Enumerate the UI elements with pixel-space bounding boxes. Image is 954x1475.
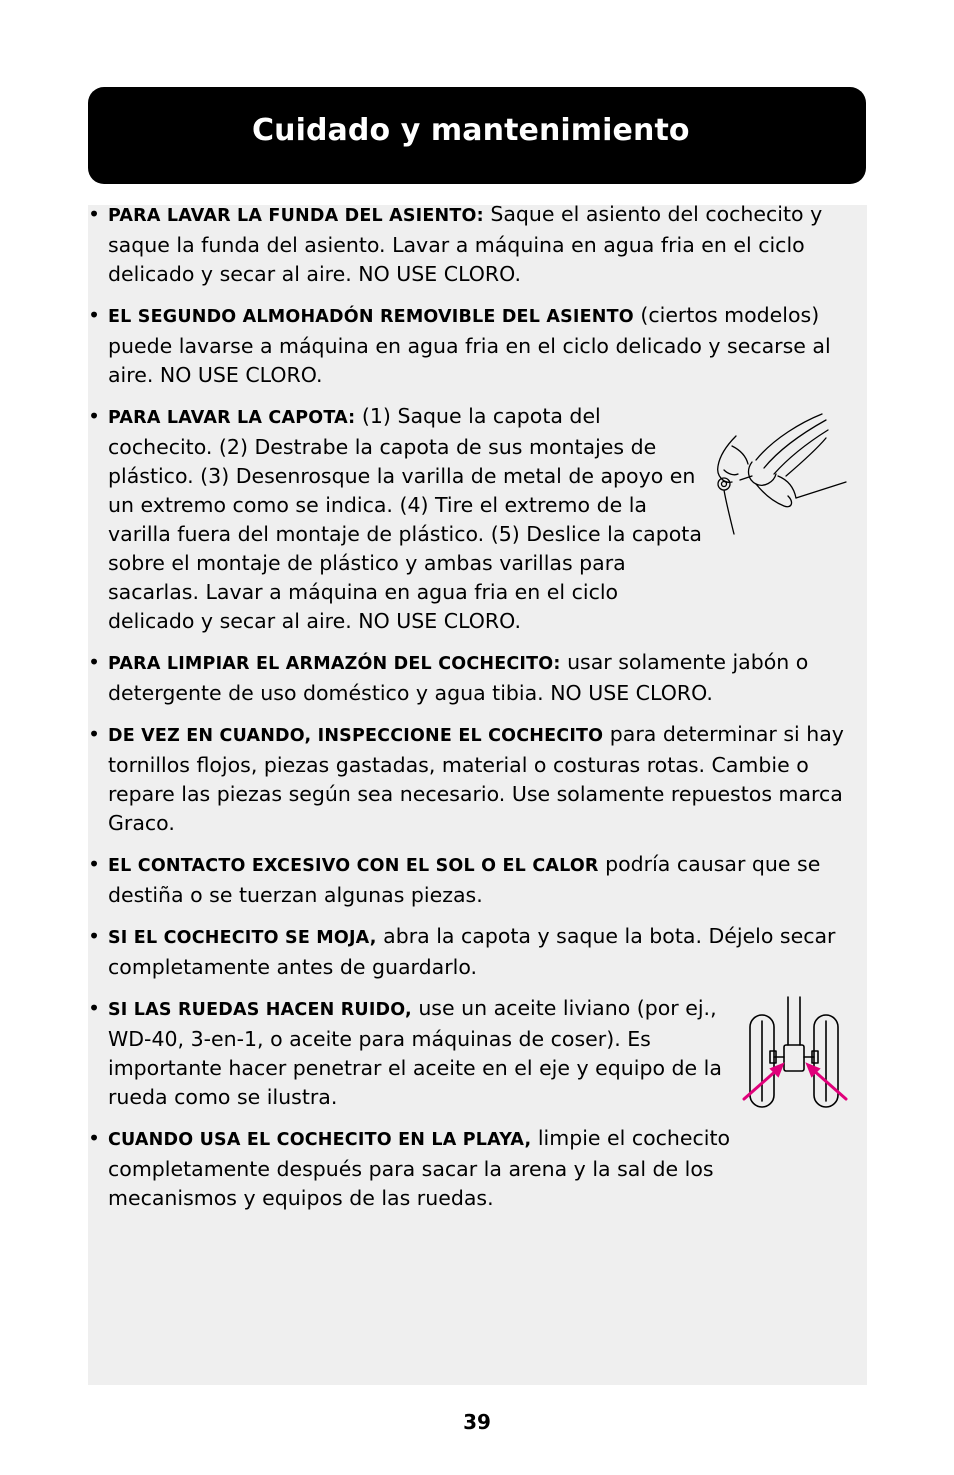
bullet: •	[88, 303, 101, 327]
page-number: 39	[463, 1410, 491, 1434]
bullet: •	[88, 996, 101, 1020]
bullet: •	[88, 650, 101, 674]
list-item	[88, 301, 864, 390]
item-lead: PARA LAVAR LA CAPOTA:	[108, 408, 356, 428]
item-text: use un aceite liviano (por ej., WD-40, 3-en-1, o aceite para máquinas de coser). Es importante hacer penetrar el aceite en el eje y equipo de la rueda como se ilustra.	[108, 996, 722, 1109]
item-text: abra la capota y saque la bota. Déjelo secar completamente antes de guardarlo.	[108, 924, 836, 979]
item-lead: DE VEZ EN CUANDO, INSPECCIONE EL COCHECITO	[108, 726, 604, 746]
item-lead: SI EL COCHECITO SE MOJA,	[108, 928, 377, 948]
list-item	[88, 648, 864, 708]
item-text: podría causar que se destiña o se tuerzan algunas piezas.	[108, 852, 821, 907]
item-lead: EL SEGUNDO ALMOHADÓN REMOVIBLE DEL ASIENTO	[108, 307, 634, 327]
item-lead: PARA LAVAR LA FUNDA DEL ASIENTO:	[108, 206, 484, 226]
hands-unscrewing-rod-icon	[712, 410, 852, 545]
item-text: (1) Saque la capota del cochecito. (2) Destrabe la capota de sus montajes de plástico. (3) Desenrosque la varilla de metal de apoyo en un extremo como se indica. (4) Tire el extremo de la varilla fuera del montaje de plástico. (5) Deslice la capota sobre el montaje de plástico y ambas varillas para sacarlas. Lavar a máquina en agua fria en el ciclo delicado y secar al aire. NO USE CLORO.	[108, 404, 702, 633]
item-text: Saque el asiento del cochecito y saque la funda del asiento. Lavar a máquina en agua fria en el ciclo delicado y secar al aire. NO USE CLORO.	[108, 202, 823, 286]
bullet: •	[88, 202, 101, 226]
list-item	[88, 1124, 734, 1213]
list-item	[88, 994, 734, 1112]
list-item	[88, 922, 864, 982]
bullet: •	[88, 722, 101, 746]
section-header	[88, 87, 866, 184]
bullet: •	[88, 404, 101, 428]
bullet: •	[88, 924, 101, 948]
item-lead: EL CONTACTO EXCESIVO CON EL SOL O EL CALOR	[108, 856, 599, 876]
bullet: •	[88, 852, 101, 876]
item-lead: CUANDO USA EL COCHECITO EN LA PLAYA,	[108, 1130, 532, 1150]
list-item	[88, 200, 864, 289]
item-lead: PARA LIMPIAR EL ARMAZÓN DEL COCHECITO:	[108, 654, 561, 674]
bullet: •	[88, 1126, 101, 1150]
list-item	[88, 850, 864, 910]
item-text: (ciertos modelos) puede lavarse a máquina en agua fria en el ciclo delicado y secarse al aire. NO USE CLORO.	[108, 303, 831, 387]
list-item	[88, 402, 708, 636]
item-text: para determinar si hay tornillos flojos, piezas gastadas, material o costuras rotas. Cambie o repare las piezas según sea necesario. Use solamente repuestos marca Graco.	[108, 722, 844, 835]
item-text: limpie el cochecito completamente después para sacar la arena y la sal de los mecanismos y equipos de las ruedas.	[108, 1126, 731, 1210]
item-text: usar solamente jabón o detergente de uso doméstico y agua tibia. NO USE CLORO.	[108, 650, 809, 705]
list-item	[88, 720, 864, 838]
item-lead: SI LAS RUEDAS HACEN RUIDO,	[108, 1000, 412, 1020]
page-title: Cuidado y mantenimiento	[252, 113, 690, 148]
wheel-axle-oil-icon	[742, 995, 852, 1110]
